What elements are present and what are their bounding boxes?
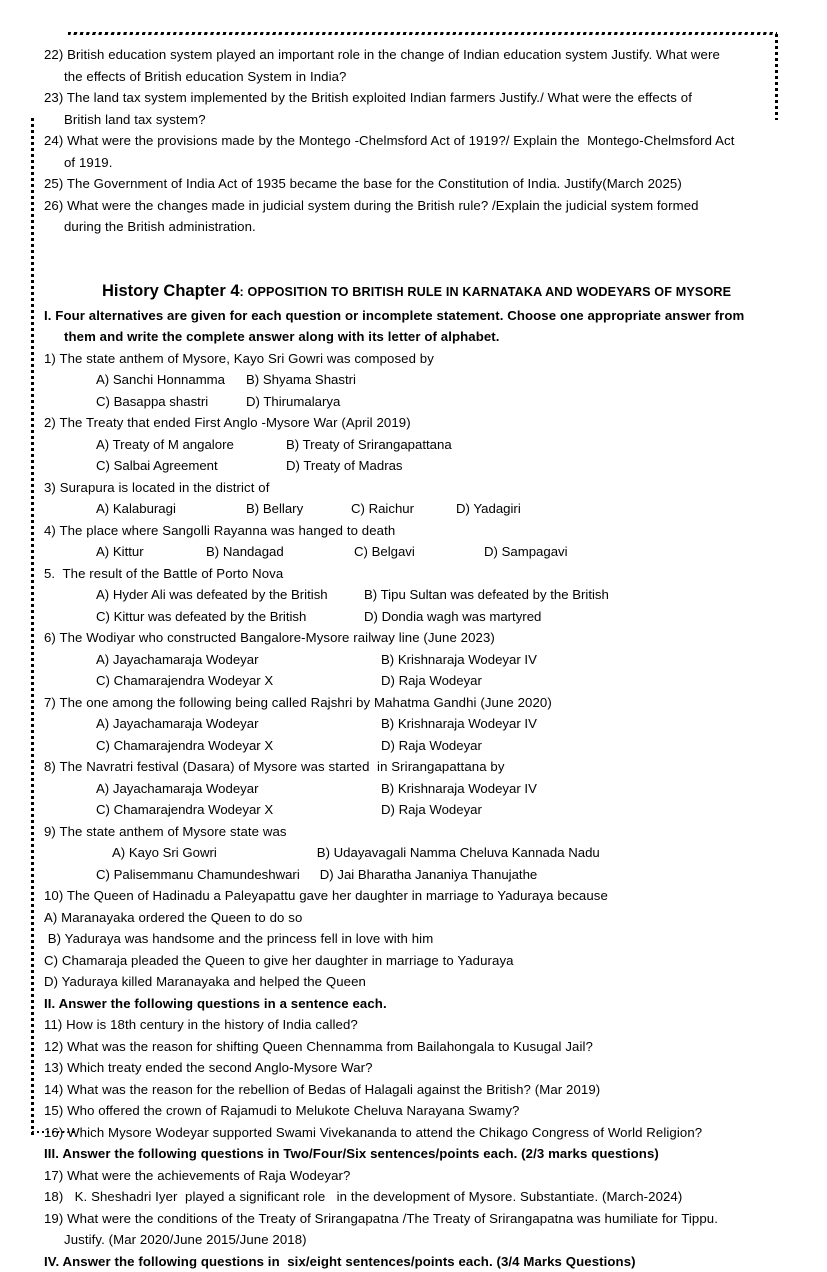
question-stem: 9) The state anthem of Mysore state was: [44, 821, 784, 843]
option-choice: B) Udayavagali Namma Cheluva Kannada Nadu: [317, 842, 600, 864]
option-row: [44, 778, 784, 800]
continued-questions-block: [44, 44, 784, 238]
section-3-heading: III. Answer the following questions in Two/Four/Six sentences/points each. (2/3 marks questions): [44, 1143, 784, 1165]
question-line-q26: during the British administration.: [44, 216, 784, 238]
question-line-q25: 25) The Government of India Act of 1935 became the base for the Constitution of India. Justify(March 2025): [44, 173, 784, 195]
question-line-q22: 22) British education system played an important role in the change of Indian education system Justify. What were: [44, 44, 784, 66]
section-4-heading: IV. Answer the following questions in six/eight sentences/points each. (3/4 Marks Questions): [44, 1251, 784, 1272]
section-2-questions: [44, 1014, 784, 1143]
option-choice: C) Chamarajendra Wodeyar X: [96, 799, 381, 821]
option-choice: B) Tipu Sultan was defeated by the British: [364, 584, 609, 606]
question-stem: 2) The Treaty that ended First Anglo -Mysore War (April 2019): [44, 412, 784, 434]
question-line-q24: of 1919.: [44, 152, 784, 174]
option-choice: B) Shyama Shastri: [246, 369, 356, 391]
question-line: 12) What was the reason for shifting Queen Chennamma from Bailahongala to Kusugal Jail?: [44, 1036, 784, 1058]
section-3-questions: [44, 1165, 784, 1251]
option-choice: B) Yaduraya was handsome and the princess fell in love with him: [44, 928, 784, 950]
question-line: 14) What was the reason for the rebellion of Bedas of Halagali against the British? (Mar 2019): [44, 1079, 784, 1101]
option-choice: D) Yadagiri: [456, 498, 521, 520]
option-row: [44, 799, 784, 821]
option-choice: A) Kayo Sri Gowri: [112, 842, 217, 864]
option-row: [44, 369, 784, 391]
option-choice: A) Kittur: [96, 541, 206, 563]
question-line: Justify. (Mar 2020/June 2015/June 2018): [44, 1229, 784, 1251]
option-row: [44, 670, 784, 692]
section-spacer: [44, 238, 784, 279]
question-line: 19) What were the conditions of the Treaty of Srirangapatna /The Treaty of Srirangapatna was humiliate for Tippu.: [44, 1208, 784, 1230]
option-choice: D) Raja Wodeyar: [381, 670, 482, 692]
option-row: [44, 541, 784, 563]
question-stem: 3) Surapura is located in the district of: [44, 477, 784, 499]
question-line: 15) Who offered the crown of Rajamudi to Melukote Cheluva Narayana Swamy?: [44, 1100, 784, 1122]
question-stem: 8) The Navratri festival (Dasara) of Mysore was started in Srirangapattana by: [44, 756, 784, 778]
question-line: 11) How is 18th century in the history of India called?: [44, 1014, 784, 1036]
option-row: [44, 864, 784, 886]
option-row: [44, 606, 784, 628]
question-stem: 5. The result of the Battle of Porto Nova: [44, 563, 784, 585]
section-1-instruction-line-2: them and write the complete answer along with its letter of alphabet.: [44, 326, 784, 348]
question-stem: 4) The place where Sangolli Rayanna was hanged to death: [44, 520, 784, 542]
option-row: [44, 391, 784, 413]
option-choice: D) Raja Wodeyar: [381, 735, 482, 757]
option-choice: C) Salbai Agreement: [96, 455, 286, 477]
option-choice: B) Krishnaraja Wodeyar IV: [381, 649, 537, 671]
option-row: [44, 649, 784, 671]
option-choice: B) Treaty of Srirangapattana: [286, 434, 452, 456]
question-stem: 10) The Queen of Hadinadu a Paleyapattu gave her daughter in marriage to Yaduraya because: [44, 885, 784, 907]
option-choice: B) Krishnaraja Wodeyar IV: [381, 713, 537, 735]
option-choice: D) Sampagavi: [484, 541, 568, 563]
question-line: 17) What were the achievements of Raja Wodeyar?: [44, 1165, 784, 1187]
option-row: [44, 498, 784, 520]
option-row: [44, 434, 784, 456]
question-line-q24: 24) What were the provisions made by the Montego -Chelmsford Act of 1919?/ Explain the Montego-Chelmsford Act: [44, 130, 784, 152]
question-line: 16) Which Mysore Wodeyar supported Swami Vivekananda to attend the Chikago Congress of World Religion?: [44, 1122, 784, 1144]
option-choice: C) Chamarajendra Wodeyar X: [96, 670, 381, 692]
question-line-q23: British land tax system?: [44, 109, 784, 131]
option-row: [44, 735, 784, 757]
option-choice: A) Jayachamaraja Wodeyar: [96, 649, 381, 671]
option-choice: D) Raja Wodeyar: [381, 799, 482, 821]
section-2-heading: II. Answer the following questions in a sentence each.: [44, 993, 784, 1015]
option-choice: A) Sanchi Honnamma: [96, 369, 246, 391]
option-choice: A) Hyder Ali was defeated by the British: [96, 584, 364, 606]
option-choice: D) Dondia wagh was martyred: [364, 606, 541, 628]
question-line-q23: 23) The land tax system implemented by the British exploited Indian farmers Justify./ What were the effects of: [44, 87, 784, 109]
option-choice: D) Treaty of Madras: [286, 455, 403, 477]
option-choice: A) Treaty of M angalore: [96, 434, 286, 456]
option-choice: C) Raichur: [351, 498, 456, 520]
left-dashed-border: [31, 118, 34, 1136]
option-choice: C) Belgavi: [354, 541, 484, 563]
question-line: 18) K. Sheshadri Iyer played a significant role in the development of Mysore. Substantiate. (March-2024): [44, 1186, 784, 1208]
question-stem: 7) The one among the following being called Rajshri by Mahatma Gandhi (June 2020): [44, 692, 784, 714]
option-choice: A) Maranayaka ordered the Queen to do so: [44, 907, 784, 929]
option-row: [44, 713, 784, 735]
option-choice: B) Nandagad: [206, 541, 354, 563]
top-dashed-border: [68, 32, 777, 35]
chapter-title: History Chapter 4: [102, 282, 240, 300]
option-choice: D) Jai Bharatha Jananiya Thanujathe: [320, 864, 538, 886]
question-line-q22: the effects of British education System in India?: [44, 66, 784, 88]
option-row: [44, 455, 784, 477]
question-line-q26: 26) What were the changes made in judicial system during the British rule? /Explain the judicial system formed: [44, 195, 784, 217]
option-choice: C) Chamaraja pleaded the Queen to give her daughter in marriage to Yaduraya: [44, 950, 784, 972]
option-choice: D) Yaduraya killed Maranayaka and helped the Queen: [44, 971, 784, 993]
section-1-instruction-line-1: I. Four alternatives are given for each question or incomplete statement. Choose one appropriate answer from: [44, 305, 784, 327]
option-choice: C) Chamarajendra Wodeyar X: [96, 735, 381, 757]
option-choice: A) Jayachamaraja Wodeyar: [96, 778, 381, 800]
document-content: [44, 44, 784, 1272]
option-row: [44, 842, 784, 864]
option-choice: C) Kittur was defeated by the British: [96, 606, 364, 628]
option-choice: A) Kalaburagi: [96, 498, 246, 520]
question-line: 13) Which treaty ended the second Anglo-Mysore War?: [44, 1057, 784, 1079]
option-choice: C) Basappa shastri: [96, 391, 246, 413]
option-choice: C) Palisemmanu Chamundeshwari: [96, 864, 300, 886]
chapter-subtitle: : OPPOSITION TO BRITISH RULE IN KARNATAKA AND WODEYARS OF MYSORE: [240, 285, 732, 299]
option-choice: B) Krishnaraja Wodeyar IV: [381, 778, 537, 800]
section-1-questions: [44, 348, 784, 993]
chapter-heading: [44, 279, 784, 304]
option-choice: D) Thirumalarya: [246, 391, 340, 413]
option-choice: A) Jayachamaraja Wodeyar: [96, 713, 381, 735]
option-row: [44, 584, 784, 606]
option-choice: B) Bellary: [246, 498, 351, 520]
question-stem: 6) The Wodiyar who constructed Bangalore-Mysore railway line (June 2023): [44, 627, 784, 649]
question-stem: 1) The state anthem of Mysore, Kayo Sri Gowri was composed by: [44, 348, 784, 370]
